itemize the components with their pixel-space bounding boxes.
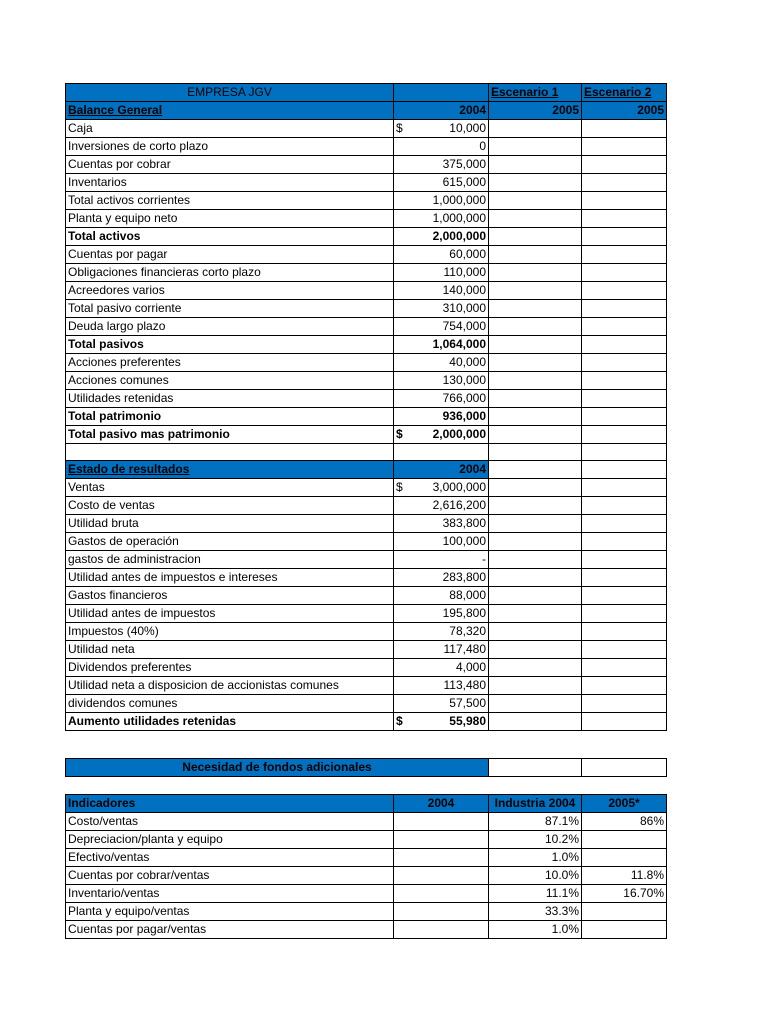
balance-row [66,138,667,156]
income-value: 78,320 [449,624,486,638]
scenario1-cell[interactable] [489,515,582,533]
scenario2-cell[interactable] [582,156,667,174]
income-s1-header[interactable] [489,461,582,479]
income-label[interactable]: dividendos comunes [66,695,394,713]
balance-row [66,174,667,192]
balance-value: 310,000 [442,301,486,315]
balance-row [66,336,667,354]
indicator-label[interactable]: Depreciacion/planta y equipo [66,831,394,849]
balance-value: 2,000,000 [432,427,486,441]
indicator-2005[interactable] [582,903,667,921]
balance-value-cell[interactable] [394,336,489,354]
income-s2-header[interactable] [582,461,667,479]
balance-year-s1[interactable]: 2005 [489,102,582,120]
scenario2-cell[interactable] [582,623,667,641]
indicator-industry[interactable]: 1.0% [489,849,582,867]
funds-s1-cell[interactable] [489,759,582,777]
scenario1-cell[interactable] [489,677,582,695]
scenario1-cell[interactable] [489,318,582,336]
income-label[interactable]: Utilidad antes de impuestos [66,605,394,623]
indicator-label[interactable]: Cuentas por pagar/ventas [66,921,394,939]
scenario1-cell[interactable] [489,587,582,605]
balance-value: 936,000 [442,409,486,423]
income-value-cell[interactable] [394,533,489,551]
indicator-row [66,831,667,849]
balance-row [66,300,667,318]
indicator-2004[interactable] [394,849,489,867]
indicator-industry[interactable]: 10.2% [489,831,582,849]
scenario1-cell[interactable] [489,551,582,569]
scenario1-cell[interactable] [489,138,582,156]
balance-value-cell[interactable] [394,138,489,156]
income-value: 88,000 [449,588,486,602]
balance-row [66,192,667,210]
balance-value: 615,000 [442,175,486,189]
dollar-sign: $ [396,480,403,494]
scenario2-cell[interactable] [582,569,667,587]
scenario1-cell[interactable] [489,264,582,282]
balance-label[interactable]: Cuentas por pagar [66,246,394,264]
balance-value-cell[interactable] [394,426,489,444]
scenario1-cell[interactable] [489,390,582,408]
income-header-row [66,461,667,479]
balance-year[interactable]: 2004 [394,102,489,120]
income-row [66,551,667,569]
scenario2-cell[interactable] [582,659,667,677]
scenario1-cell[interactable] [489,623,582,641]
scenario1-cell[interactable] [489,533,582,551]
scenario2-cell[interactable] [582,138,667,156]
balance-value-cell[interactable] [394,120,489,138]
scenario1-cell[interactable] [489,479,582,497]
income-title[interactable]: Estado de resultados [66,461,394,479]
income-row [66,623,667,641]
scenario1-cell[interactable] [489,246,582,264]
indicator-2005[interactable] [582,849,667,867]
balance-value-cell[interactable] [394,264,489,282]
income-label[interactable]: gastos de administracion [66,551,394,569]
scenario2-cell[interactable] [582,120,667,138]
financial-table [65,83,667,731]
income-row [66,695,667,713]
scenario2-cell[interactable] [582,282,667,300]
balance-value: 2,000,000 [432,229,486,243]
income-value-cell[interactable] [394,497,489,515]
balance-label[interactable]: Acreedores varios [66,282,394,300]
balance-label[interactable]: Deuda largo plazo [66,318,394,336]
scenario2-cell[interactable] [582,354,667,372]
scenario1-cell[interactable] [489,210,582,228]
balance-value: 1,000,000 [432,211,486,225]
indicators-col-2004[interactable]: 2004 [394,795,489,813]
balance-label[interactable]: Acciones preferentes [66,354,394,372]
balance-label[interactable]: Total pasivos [66,336,394,354]
balance-value: 140,000 [442,283,486,297]
income-value: 55,980 [449,714,486,728]
blank-cell[interactable] [66,444,394,461]
balance-value: 754,000 [442,319,486,333]
balance-value: 60,000 [449,247,486,261]
scenario1-cell[interactable] [489,120,582,138]
scenario1-cell[interactable] [489,156,582,174]
indicator-row [66,921,667,939]
scenario2-cell[interactable] [582,533,667,551]
indicator-industry[interactable]: 33.3% [489,903,582,921]
balance-row [66,228,667,246]
income-value-cell[interactable] [394,515,489,533]
indicator-row [66,903,667,921]
income-value-cell[interactable] [394,569,489,587]
balance-label[interactable]: Total pasivo mas patrimonio [66,426,394,444]
income-value: 100,000 [442,534,486,548]
income-label[interactable]: Ventas [66,479,394,497]
indicator-2004[interactable] [394,921,489,939]
income-label[interactable]: Gastos de operación [66,533,394,551]
balance-value-cell[interactable] [394,372,489,390]
income-row [66,659,667,677]
income-row [66,713,667,731]
income-label[interactable]: Costo de ventas [66,497,394,515]
balance-label[interactable]: Utilidades retenidas [66,390,394,408]
balance-value-cell[interactable] [394,156,489,174]
income-value-cell[interactable] [394,713,489,731]
balance-title[interactable]: Balance General [66,102,394,120]
balance-value-cell[interactable] [394,300,489,318]
scenario2-cell[interactable] [582,210,667,228]
income-value-cell[interactable] [394,623,489,641]
header-row [66,84,667,102]
scenario2-cell[interactable] [582,408,667,426]
scenario1-cell[interactable] [489,282,582,300]
indicator-label[interactable]: Cuentas por cobrar/ventas [66,867,394,885]
balance-label[interactable]: Planta y equipo neto [66,210,394,228]
scenario1-cell[interactable] [489,228,582,246]
income-value: 3,000,000 [432,480,486,494]
balance-label[interactable]: Total activos corrientes [66,192,394,210]
scenario1-cell[interactable] [489,408,582,426]
income-row [66,677,667,695]
income-value: 283,800 [442,570,486,584]
funds-title[interactable]: Necesidad de fondos adicionales [66,759,489,777]
income-value: - [482,552,486,566]
balance-value: 1,064,000 [432,337,486,351]
scenario2-cell[interactable] [582,246,667,264]
blank-cell[interactable] [582,444,667,461]
scenario1-cell[interactable] [489,426,582,444]
scenario2-cell[interactable] [582,605,667,623]
income-value: 57,500 [449,696,486,710]
balance-value-cell[interactable] [394,408,489,426]
scenario2-cell[interactable] [582,372,667,390]
scenario2-cell[interactable] [582,515,667,533]
scenario1-cell[interactable] [489,354,582,372]
indicators-col-industry[interactable]: Industria 2004 [489,795,582,813]
indicators-col-2005[interactable]: 2005* [582,795,667,813]
scenario2-cell[interactable] [582,318,667,336]
indicator-row [66,885,667,903]
scenario1-header[interactable]: Escenario 1 [489,84,582,102]
scenario1-cell[interactable] [489,192,582,210]
scenario1-cell[interactable] [489,497,582,515]
income-label[interactable]: Utilidad bruta [66,515,394,533]
income-label[interactable]: Aumento utilidades retenidas [66,713,394,731]
balance-value-cell[interactable] [394,318,489,336]
income-value: 383,800 [442,516,486,530]
balance-label[interactable]: Total activos [66,228,394,246]
income-row [66,497,667,515]
balance-row [66,264,667,282]
indicator-row [66,849,667,867]
blank-cell[interactable] [489,444,582,461]
income-value: 2,616,200 [432,498,486,512]
funds-s2-cell[interactable] [582,759,667,777]
indicator-label[interactable]: Inventario/ventas [66,885,394,903]
scenario1-cell[interactable] [489,300,582,318]
balance-value: 766,000 [442,391,486,405]
balance-row [66,354,667,372]
balance-value: 40,000 [449,355,486,369]
balance-label[interactable]: Total pasivo corriente [66,300,394,318]
balance-label[interactable]: Acciones comunes [66,372,394,390]
indicator-2005[interactable]: 11.8% [582,867,667,885]
balance-value: 110,000 [443,265,486,279]
income-value-cell[interactable] [394,587,489,605]
income-row [66,533,667,551]
indicators-title[interactable]: Indicadores [66,795,394,813]
scenario2-cell[interactable] [582,228,667,246]
scenario1-cell[interactable] [489,569,582,587]
indicator-2005[interactable] [582,921,667,939]
balance-label[interactable]: Obligaciones financieras corto plazo [66,264,394,282]
indicator-2005[interactable]: 16.70% [582,885,667,903]
scenario1-cell[interactable] [489,695,582,713]
balance-year-s2[interactable]: 2005 [582,102,667,120]
balance-value: 130,000 [442,373,486,387]
income-value-cell[interactable] [394,641,489,659]
income-value-cell[interactable] [394,677,489,695]
balance-value-cell[interactable] [394,228,489,246]
balance-row [66,282,667,300]
balance-value-cell[interactable] [394,390,489,408]
indicator-row [66,867,667,885]
balance-row [66,372,667,390]
scenario2-cell[interactable] [582,192,667,210]
income-value-cell[interactable] [394,551,489,569]
scenario1-cell[interactable] [489,372,582,390]
balance-value: 10,000 [449,121,486,135]
income-value-cell[interactable] [394,695,489,713]
indicator-2004[interactable] [394,903,489,921]
dollar-sign: $ [396,121,403,135]
income-row [66,479,667,497]
indicator-2004[interactable] [394,831,489,849]
balance-row [66,156,667,174]
balance-header-row [66,102,667,120]
income-row [66,515,667,533]
balance-label[interactable]: Total patrimonio [66,408,394,426]
indicator-row [66,813,667,831]
balance-value-cell[interactable] [394,174,489,192]
scenario1-cell[interactable] [489,174,582,192]
indicator-label[interactable]: Planta y equipo/ventas [66,903,394,921]
balance-value: 0 [479,139,486,153]
indicator-industry[interactable]: 1.0% [489,921,582,939]
scenario2-cell[interactable] [582,479,667,497]
balance-row [66,120,667,138]
funds-row [66,759,667,777]
income-label[interactable]: Utilidad neta [66,641,394,659]
income-value: 117,480 [443,642,486,656]
income-label[interactable]: Gastos financieros [66,587,394,605]
indicator-2005[interactable]: 86% [582,813,667,831]
income-value: 4,000 [455,660,486,674]
scenario2-cell[interactable] [582,587,667,605]
scenario2-cell[interactable] [582,300,667,318]
company-title[interactable]: EMPRESA JGV [66,84,394,102]
scenario1-cell[interactable] [489,713,582,731]
scenario2-cell[interactable] [582,390,667,408]
indicators-table [65,794,667,939]
scenario2-header[interactable]: Escenario 2 [582,84,667,102]
scenario2-cell[interactable] [582,174,667,192]
scenario1-cell[interactable] [489,659,582,677]
indicator-2004[interactable] [394,867,489,885]
income-value-cell[interactable] [394,605,489,623]
scenario2-cell[interactable] [582,497,667,515]
income-row [66,605,667,623]
balance-row [66,426,667,444]
income-label[interactable]: Dividendos preferentes [66,659,394,677]
income-year[interactable]: 2004 [394,461,489,479]
scenario2-cell[interactable] [582,336,667,354]
scenario2-cell[interactable] [582,551,667,569]
funds-table [65,758,667,777]
balance-row [66,390,667,408]
scenario1-cell[interactable] [489,605,582,623]
indicator-2004[interactable] [394,813,489,831]
balance-row [66,408,667,426]
income-value-cell[interactable] [394,479,489,497]
scenario2-cell[interactable] [582,641,667,659]
balance-row [66,246,667,264]
balance-value-cell[interactable] [394,192,489,210]
indicators-header-row [66,795,667,813]
balance-label[interactable]: Caja [66,120,394,138]
scenario2-cell[interactable] [582,677,667,695]
balance-value-cell[interactable] [394,210,489,228]
blank-row [66,444,667,461]
scenario1-cell[interactable] [489,641,582,659]
indicator-label[interactable]: Costo/ventas [66,813,394,831]
balance-label[interactable]: Cuentas por cobrar [66,156,394,174]
income-label[interactable]: Utilidad antes de impuestos e intereses [66,569,394,587]
dollar-sign: $ [396,714,403,728]
balance-value-cell[interactable] [394,354,489,372]
indicator-industry[interactable]: 11.1% [489,885,582,903]
scenario2-cell[interactable] [582,713,667,731]
scenario2-cell[interactable] [582,264,667,282]
income-value: 195,800 [442,606,486,620]
balance-value: 1,000,000 [432,193,486,207]
balance-label[interactable]: Inversiones de corto plazo [66,138,394,156]
scenario2-cell[interactable] [582,426,667,444]
dollar-sign: $ [396,427,403,441]
indicator-2005[interactable] [582,831,667,849]
blank-cell[interactable] [394,444,489,461]
income-value: 113,480 [443,678,486,692]
indicator-label[interactable]: Efectivo/ventas [66,849,394,867]
indicator-industry[interactable]: 87.1% [489,813,582,831]
income-value-cell[interactable] [394,659,489,677]
scenario2-cell[interactable] [582,695,667,713]
scenario1-cell[interactable] [489,336,582,354]
balance-value: 375,000 [442,157,486,171]
balance-value-cell[interactable] [394,282,489,300]
balance-value-cell[interactable] [394,246,489,264]
income-row [66,587,667,605]
balance-label[interactable]: Inventarios [66,174,394,192]
header-empty-cell[interactable] [394,84,489,102]
indicator-2004[interactable] [394,885,489,903]
income-label[interactable]: Impuestos (40%) [66,623,394,641]
income-row [66,641,667,659]
indicator-industry[interactable]: 10.0% [489,867,582,885]
balance-row [66,210,667,228]
income-row [66,569,667,587]
income-label[interactable]: Utilidad neta a disposicion de accionistas comunes [66,677,394,695]
balance-row [66,318,667,336]
